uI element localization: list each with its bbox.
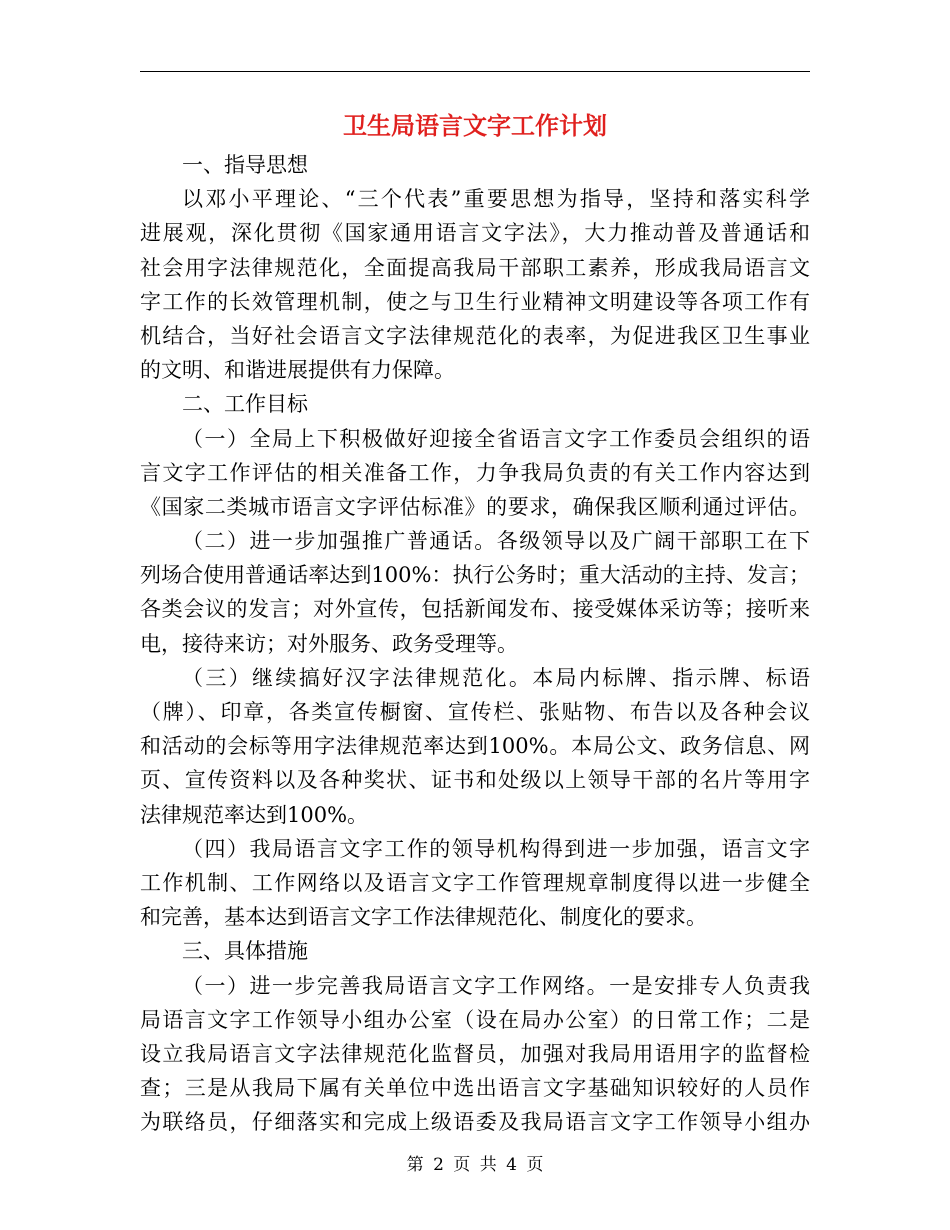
body-line: 以邓小平理论、“三个代表”重要思想为指导，坚持和落实科学 — [182, 187, 810, 212]
body-line: 页、宣传资料以及各种奖状、证书和处级以上领导干部的名片等用字 — [140, 768, 810, 793]
body-line: 一、指导思想 — [182, 153, 308, 177]
body-line: 工作机制、工作网络以及语言文字工作管理规章制度得以进一步健全 — [140, 870, 810, 895]
body-line: 和完善，基本达到语言文字工作法律规范化、制度化的要求。 — [140, 905, 707, 930]
document-title: 卫生局语言文字工作计划 — [343, 112, 607, 140]
body-line: 《国家二类城市语言文字评估标准》的要求，确保我区顺利通过评估。 — [140, 494, 810, 519]
body-line: 的文明、和谐进展提供有力保障。 — [140, 358, 455, 383]
body-line: 法律规范率达到100%。 — [140, 802, 369, 827]
body-line: 字工作的长效管理机制，使之与卫生行业精神文明建设等各项工作有 — [140, 289, 810, 314]
body-line: 言文字工作评估的相关准备工作，力争我局负责的有关工作内容达到 — [140, 460, 810, 485]
body-line: 设立我局语言文字法律规范化监督员，加强对我局用语用字的监督检 — [140, 1041, 810, 1066]
document-body — [140, 148, 810, 1139]
body-line: 进展观，深化贯彻《国家通用语言文字法》，大力推动普及普通话和 — [140, 221, 810, 246]
body-line: （三）继续搞好汉字法律规范化。本局内标牌、指示牌、标语 — [182, 665, 810, 690]
body-line: 三、具体措施 — [182, 939, 308, 964]
body-line: 二、工作目标 — [182, 392, 308, 417]
body-line: 社会用字法律规范化，全面提高我局干部职工素养，形成我局语言文 — [140, 255, 810, 280]
header-rule — [140, 71, 810, 72]
body-line: 和活动的会标等用字法律规范率达到100%。本局公文、政务信息、网 — [140, 734, 810, 759]
body-line: （一）进一步完善我局语言文字工作网络。一是安排专人负责我 — [182, 973, 810, 998]
body-line: 各类会议的发言；对外宣传，包括新闻发布、接受媒体采访等；接听来 — [140, 597, 810, 622]
body-line: 查；三是从我局下属有关单位中选出语言文字基础知识较好的人员作 — [140, 1076, 810, 1101]
body-line: 机结合，当好社会语言文字法律规范化的表率，为促进我区卫生事业 — [140, 323, 810, 348]
body-line: （牌）、印章，各类宣传橱窗、宣传栏、张贴物、布告以及各种会议 — [140, 700, 810, 724]
body-line: 为联络员，仔细落实和完成上级语委及我局语言文字工作领导小组办 — [140, 1110, 810, 1135]
body-line: （二）进一步加强推广普通话。各级领导以及广阔干部职工在下 — [182, 529, 810, 554]
body-line: （四）我局语言文字工作的领导机构得到进一步加强，语言文字 — [182, 836, 810, 861]
body-line: 局语言文字工作领导小组办公室（设在局办公室）的日常工作；二是 — [140, 1007, 810, 1032]
page-number: 第 2 页 共 4 页 — [406, 1155, 544, 1175]
body-line: 列场合使用普通话率达到100%：执行公务时；重大活动的主持、发言； — [140, 563, 810, 588]
body-line: （一）全局上下积极做好迎接全省语言文字工作委员会组织的语 — [182, 426, 810, 451]
body-line: 电，接待来访；对外服务、政务受理等。 — [140, 631, 518, 656]
